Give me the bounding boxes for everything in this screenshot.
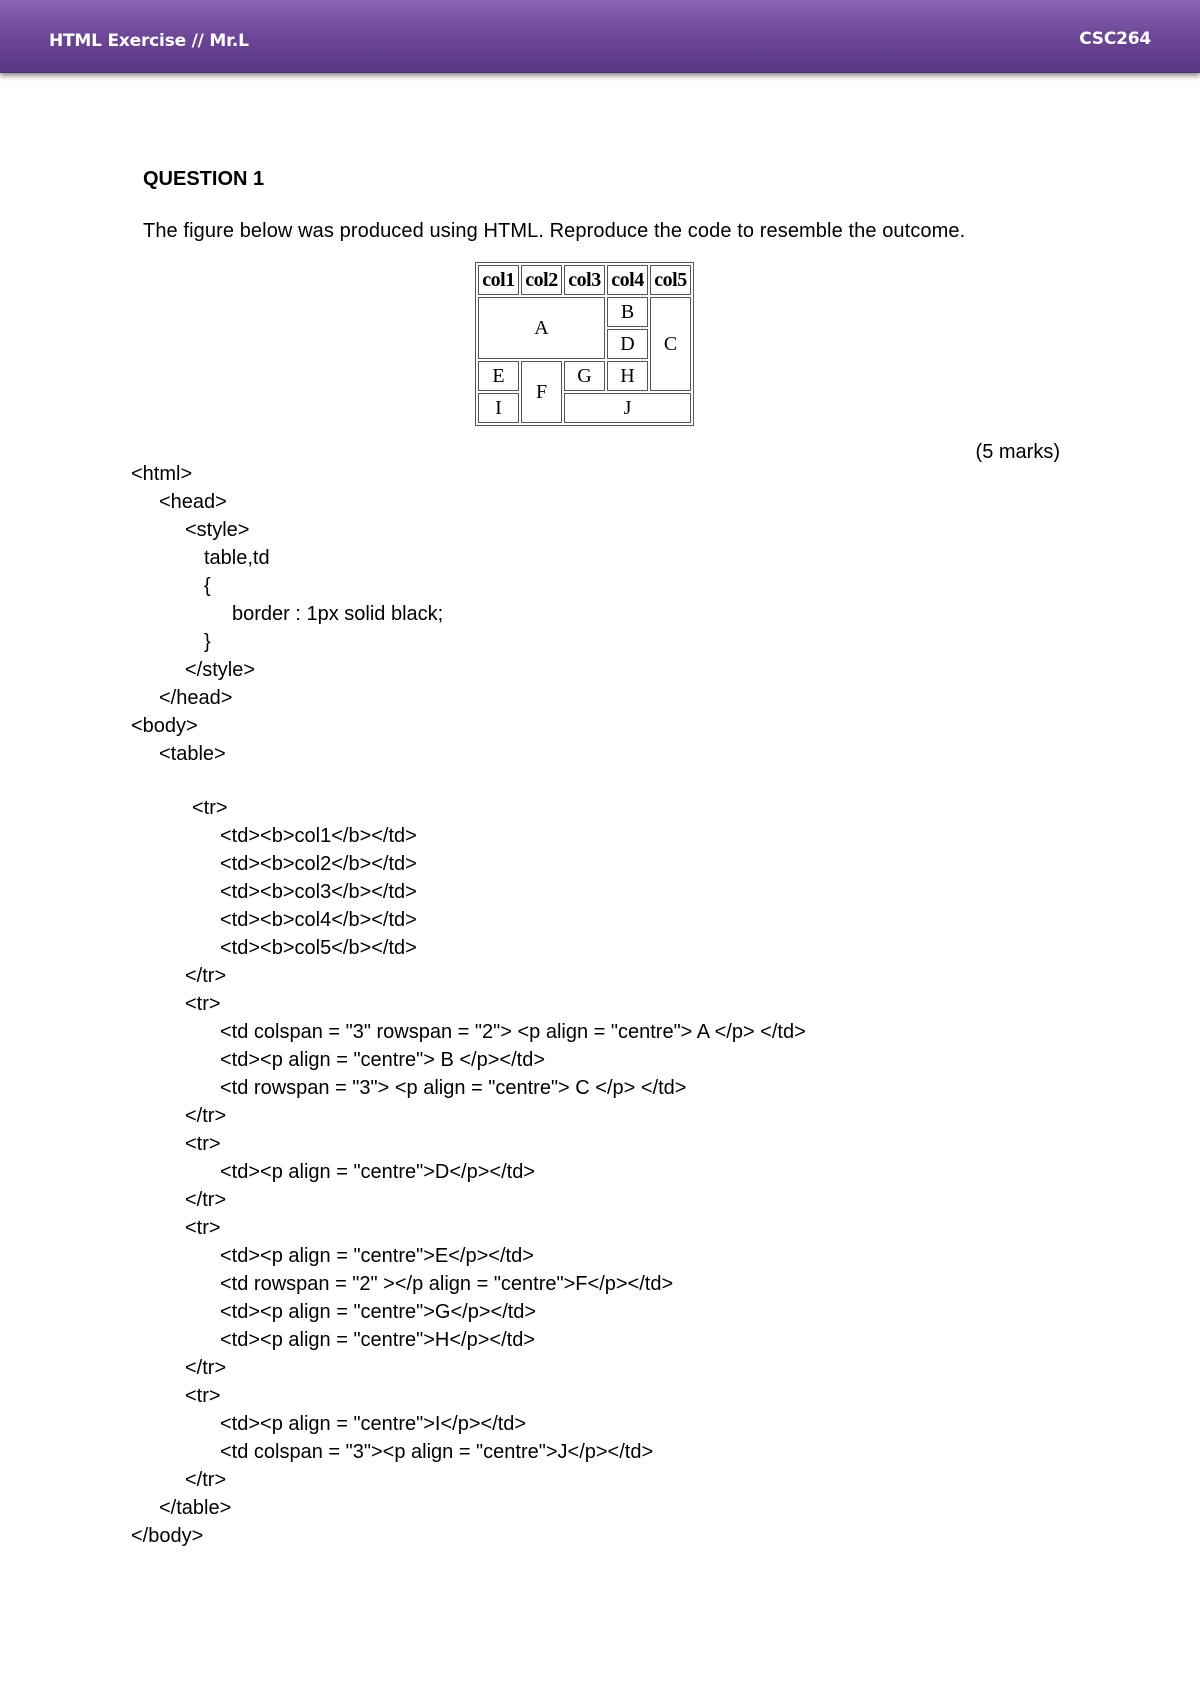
code-line: table,td bbox=[204, 547, 270, 569]
code-line: <td><p align = "centre"> B </p></td> bbox=[220, 1049, 545, 1071]
header-title: HTML Exercise // Mr.L bbox=[49, 31, 249, 51]
figure-cell-g: G bbox=[564, 361, 605, 391]
code-line: </tr> bbox=[185, 1189, 227, 1211]
code-line: <td><p align = "centre">D</p></td> bbox=[220, 1161, 535, 1183]
figure-header-col2: col2 bbox=[521, 265, 562, 295]
code-line: </head> bbox=[159, 687, 233, 709]
figure-cell-i: I bbox=[478, 393, 519, 423]
code-line: <td rowspan = "2" ></p align = "centre">F</p></td> bbox=[220, 1273, 674, 1295]
figure-cell-b: B bbox=[607, 297, 648, 327]
code-line: border : 1px solid black; bbox=[232, 603, 444, 625]
figure-table-container bbox=[475, 262, 694, 426]
figure-cell-e: E bbox=[478, 361, 519, 391]
code-line: <td><p align = "centre">G</p></td> bbox=[220, 1301, 537, 1323]
code-line: <tr> bbox=[185, 993, 221, 1015]
figure-cell-d: D bbox=[607, 329, 648, 359]
code-line: <td><b>col5</b></td> bbox=[220, 937, 417, 959]
code-line: <td><b>col2</b></td> bbox=[220, 853, 417, 875]
code-line: <tr> bbox=[192, 797, 228, 819]
code-line: { bbox=[204, 575, 211, 597]
question-title: QUESTION 1 bbox=[143, 168, 265, 190]
header-bar bbox=[0, 0, 1200, 73]
figure-table bbox=[475, 262, 694, 426]
code-line: <td><p align = "centre">I</p></td> bbox=[220, 1413, 527, 1435]
code-line: <td><p align = "centre">H</p></td> bbox=[220, 1329, 535, 1351]
code-line: </tr> bbox=[185, 1357, 227, 1379]
code-line: </tr> bbox=[185, 965, 227, 987]
code-line: <tr> bbox=[185, 1385, 221, 1407]
figure-header-col5: col5 bbox=[650, 265, 691, 295]
code-line: <head> bbox=[159, 491, 227, 513]
figure-cell-f: F bbox=[521, 361, 562, 423]
figure-header-col1: col1 bbox=[478, 265, 519, 295]
figure-header-col3: col3 bbox=[564, 265, 605, 295]
code-line: </table> bbox=[159, 1497, 232, 1519]
code-line: <td><p align = "centre">E</p></td> bbox=[220, 1245, 534, 1267]
course-code: CSC264 bbox=[1079, 29, 1151, 49]
code-line: <td rowspan = "3"> <p align = "centre"> C </p> </td> bbox=[220, 1077, 687, 1099]
figure-cell-a: A bbox=[478, 297, 605, 359]
figure-cell-j: J bbox=[564, 393, 691, 423]
code-line: <style> bbox=[185, 519, 250, 541]
code-line: </tr> bbox=[185, 1105, 227, 1127]
code-line: <tr> bbox=[185, 1133, 221, 1155]
code-line: </tr> bbox=[185, 1469, 227, 1491]
figure-cell-h: H bbox=[607, 361, 648, 391]
marks-label: (5 marks) bbox=[975, 441, 1060, 463]
code-line: <body> bbox=[131, 715, 198, 737]
code-line: <td><b>col3</b></td> bbox=[220, 881, 417, 903]
code-line: <table> bbox=[159, 743, 226, 765]
code-line: <td colspan = "3" rowspan = "2"> <p align = "centre"> A </p> </td> bbox=[220, 1021, 806, 1043]
code-line: <html> bbox=[131, 463, 193, 485]
code-line: </style> bbox=[185, 659, 256, 681]
figure-cell-c: C bbox=[650, 297, 691, 391]
code-line: <td colspan = "3"><p align = "centre">J</p></td> bbox=[220, 1441, 654, 1463]
code-line: </body> bbox=[131, 1525, 204, 1547]
code-line: } bbox=[204, 631, 211, 653]
question-text: The figure below was produced using HTML. Reproduce the code to resemble the outcome. bbox=[143, 220, 966, 242]
code-line: <td><b>col4</b></td> bbox=[220, 909, 417, 931]
code-line: <tr> bbox=[185, 1217, 221, 1239]
code-line: <td><b>col1</b></td> bbox=[220, 825, 417, 847]
figure-header-col4: col4 bbox=[607, 265, 648, 295]
